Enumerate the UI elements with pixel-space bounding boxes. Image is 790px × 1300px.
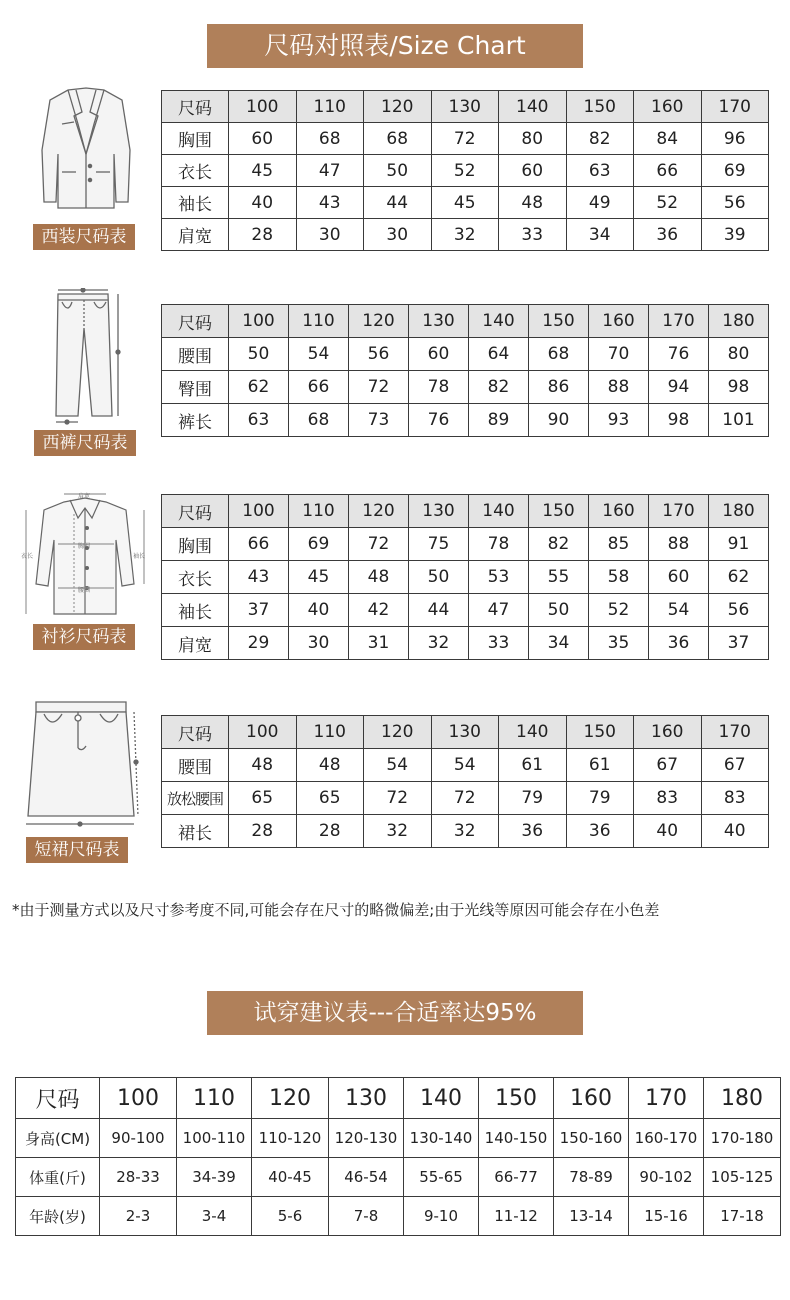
size-cell: 140: [469, 495, 529, 528]
row-label: 腰围: [162, 749, 229, 782]
row-label: 衣长: [162, 561, 229, 594]
suit-size-table: [161, 90, 769, 251]
value-cell: 32: [364, 815, 432, 848]
size-cell: 150: [566, 716, 634, 749]
table-header-row: [16, 1078, 781, 1119]
value-cell: 80: [499, 123, 567, 155]
value-cell: 105-125: [704, 1158, 781, 1197]
value-cell: 70: [589, 338, 649, 371]
row-label: 体重(斤): [16, 1158, 100, 1197]
value-cell: 40-45: [252, 1158, 329, 1197]
value-cell: 90-102: [629, 1158, 704, 1197]
value-cell: 54: [649, 594, 709, 627]
table-header-row: [162, 91, 769, 123]
value-cell: 64: [469, 338, 529, 371]
table-row: [162, 187, 769, 219]
value-cell: 28-33: [100, 1158, 177, 1197]
value-cell: 60: [499, 155, 567, 187]
value-cell: 48: [499, 187, 567, 219]
value-cell: 2-3: [100, 1197, 177, 1236]
value-cell: 82: [529, 528, 589, 561]
value-cell: 29: [229, 627, 289, 660]
size-cell: 160: [589, 305, 649, 338]
value-cell: 47: [469, 594, 529, 627]
size-cell: 120: [364, 716, 432, 749]
row-label: 肩宽: [162, 627, 229, 660]
table-header-row: [162, 716, 769, 749]
value-cell: 61: [566, 749, 634, 782]
value-cell: 80: [709, 338, 769, 371]
value-cell: 60: [649, 561, 709, 594]
value-cell: 110-120: [252, 1119, 329, 1158]
size-cell: 110: [296, 91, 364, 123]
value-cell: 44: [409, 594, 469, 627]
table-row: [162, 123, 769, 155]
value-cell: 36: [649, 627, 709, 660]
value-cell: 72: [349, 371, 409, 404]
value-cell: 33: [469, 627, 529, 660]
value-cell: 43: [229, 561, 289, 594]
trousers-size-table: [161, 304, 769, 437]
value-cell: 160-170: [629, 1119, 704, 1158]
value-cell: 84: [634, 123, 702, 155]
value-cell: 101: [709, 404, 769, 437]
value-cell: 78-89: [554, 1158, 629, 1197]
size-cell: 150: [479, 1078, 554, 1119]
value-cell: 32: [431, 815, 499, 848]
value-cell: 98: [709, 371, 769, 404]
size-cell: 140: [469, 305, 529, 338]
row-label: 胸围: [162, 123, 229, 155]
value-cell: 5-6: [252, 1197, 329, 1236]
value-cell: 47: [296, 155, 364, 187]
shirt-sketch-label: 肩宽: [78, 493, 91, 500]
trousers-chart-label: 西裤尺码表: [34, 430, 136, 456]
row-label: 年龄(岁): [16, 1197, 100, 1236]
skirt-chart-label: 短裙尺码表: [26, 837, 128, 863]
table-row: [162, 782, 769, 815]
row-label: 袖长: [162, 187, 229, 219]
value-cell: 30: [296, 219, 364, 251]
value-cell: 78: [469, 528, 529, 561]
value-cell: 52: [634, 187, 702, 219]
skirt-illustration: [22, 698, 140, 830]
value-cell: 94: [649, 371, 709, 404]
shirt-sketch-label: 衣长: [21, 553, 34, 560]
value-cell: 68: [289, 404, 349, 437]
value-cell: 50: [364, 155, 432, 187]
value-cell: 54: [364, 749, 432, 782]
size-cell: 100: [229, 91, 297, 123]
row-label: 肩宽: [162, 219, 229, 251]
table-row: [162, 749, 769, 782]
header-label: 尺码: [162, 495, 229, 528]
size-cell: 130: [431, 716, 499, 749]
size-cell: 150: [566, 91, 634, 123]
size-cell: 120: [252, 1078, 329, 1119]
size-cell: 110: [289, 305, 349, 338]
suit-jacket-illustration: [38, 84, 134, 212]
shirt-sketch-label: 胸围: [78, 543, 91, 550]
skirt-size-table: [161, 715, 769, 848]
size-cell: 140: [499, 716, 567, 749]
value-cell: 72: [364, 782, 432, 815]
size-cell: 110: [296, 716, 364, 749]
value-cell: 67: [634, 749, 702, 782]
header-label: 尺码: [16, 1078, 100, 1119]
value-cell: 54: [289, 338, 349, 371]
value-cell: 32: [431, 219, 499, 251]
value-cell: 37: [709, 627, 769, 660]
value-cell: 45: [431, 187, 499, 219]
size-cell: 160: [634, 91, 702, 123]
value-cell: 69: [289, 528, 349, 561]
value-cell: 50: [529, 594, 589, 627]
title-banner: 尺码对照表/Size Chart: [207, 24, 583, 68]
value-cell: 49: [566, 187, 634, 219]
table-row: [162, 815, 769, 848]
value-cell: 90-100: [100, 1119, 177, 1158]
value-cell: 9-10: [404, 1197, 479, 1236]
shirt-size-table: [161, 494, 769, 660]
value-cell: 43: [296, 187, 364, 219]
value-cell: 68: [529, 338, 589, 371]
value-cell: 66-77: [479, 1158, 554, 1197]
value-cell: 78: [409, 371, 469, 404]
table-row: [162, 561, 769, 594]
value-cell: 45: [289, 561, 349, 594]
size-cell: 100: [229, 716, 297, 749]
value-cell: 40: [634, 815, 702, 848]
value-cell: 73: [349, 404, 409, 437]
table-row: [162, 338, 769, 371]
value-cell: 40: [229, 187, 297, 219]
value-cell: 88: [589, 371, 649, 404]
value-cell: 50: [229, 338, 289, 371]
value-cell: 76: [409, 404, 469, 437]
value-cell: 66: [289, 371, 349, 404]
size-cell: 130: [431, 91, 499, 123]
measurement-note: *由于测量方式以及尺寸参考度不同,可能会存在尺寸的略微偏差;由于光线等原因可能会存在小色差: [12, 901, 660, 919]
size-cell: 180: [704, 1078, 781, 1119]
value-cell: 100-110: [177, 1119, 252, 1158]
value-cell: 44: [364, 187, 432, 219]
value-cell: 45: [229, 155, 297, 187]
table-row: [162, 594, 769, 627]
value-cell: 98: [649, 404, 709, 437]
value-cell: 17-18: [704, 1197, 781, 1236]
value-cell: 48: [296, 749, 364, 782]
row-label: 身高(CM): [16, 1119, 100, 1158]
value-cell: 42: [349, 594, 409, 627]
value-cell: 61: [499, 749, 567, 782]
value-cell: 33: [499, 219, 567, 251]
table-row: [16, 1197, 781, 1236]
value-cell: 56: [701, 187, 769, 219]
value-cell: 88: [649, 528, 709, 561]
value-cell: 46-54: [329, 1158, 404, 1197]
value-cell: 28: [296, 815, 364, 848]
value-cell: 93: [589, 404, 649, 437]
value-cell: 79: [566, 782, 634, 815]
value-cell: 67: [701, 749, 769, 782]
row-label: 衣长: [162, 155, 229, 187]
value-cell: 82: [469, 371, 529, 404]
size-cell: 110: [177, 1078, 252, 1119]
value-cell: 52: [589, 594, 649, 627]
value-cell: 36: [499, 815, 567, 848]
value-cell: 83: [701, 782, 769, 815]
suit-chart-label: 西装尺码表: [33, 224, 135, 250]
size-cell: 160: [554, 1078, 629, 1119]
trousers-illustration: [48, 288, 124, 426]
value-cell: 7-8: [329, 1197, 404, 1236]
table-row: [162, 155, 769, 187]
value-cell: 63: [566, 155, 634, 187]
size-cell: 160: [634, 716, 702, 749]
table-header-row: [162, 495, 769, 528]
size-cell: 170: [649, 305, 709, 338]
value-cell: 68: [296, 123, 364, 155]
value-cell: 34: [529, 627, 589, 660]
value-cell: 82: [566, 123, 634, 155]
fit-banner: 试穿建议表---合适率达95%: [207, 991, 583, 1035]
size-cell: 170: [649, 495, 709, 528]
size-cell: 130: [409, 495, 469, 528]
size-cell: 130: [329, 1078, 404, 1119]
value-cell: 3-4: [177, 1197, 252, 1236]
size-cell: 100: [229, 305, 289, 338]
value-cell: 66: [634, 155, 702, 187]
shirt-sketch-label: 袖长: [133, 553, 146, 560]
value-cell: 75: [409, 528, 469, 561]
size-cell: 140: [499, 91, 567, 123]
header-label: 尺码: [162, 716, 229, 749]
value-cell: 28: [229, 815, 297, 848]
value-cell: 120-130: [329, 1119, 404, 1158]
row-label: 臀围: [162, 371, 229, 404]
value-cell: 35: [589, 627, 649, 660]
value-cell: 30: [364, 219, 432, 251]
row-label: 裤长: [162, 404, 229, 437]
value-cell: 79: [499, 782, 567, 815]
fit-recommendation-table: [15, 1077, 781, 1236]
table-row: [16, 1119, 781, 1158]
shirt-sketch-label: 腰围: [78, 587, 91, 594]
table-row: [162, 219, 769, 251]
value-cell: 40: [701, 815, 769, 848]
row-label: 袖长: [162, 594, 229, 627]
value-cell: 91: [709, 528, 769, 561]
value-cell: 170-180: [704, 1119, 781, 1158]
value-cell: 48: [349, 561, 409, 594]
value-cell: 53: [469, 561, 529, 594]
value-cell: 32: [409, 627, 469, 660]
value-cell: 40: [289, 594, 349, 627]
size-cell: 170: [629, 1078, 704, 1119]
value-cell: 13-14: [554, 1197, 629, 1236]
value-cell: 65: [229, 782, 297, 815]
size-cell: 160: [589, 495, 649, 528]
value-cell: 30: [289, 627, 349, 660]
value-cell: 86: [529, 371, 589, 404]
value-cell: 72: [431, 782, 499, 815]
value-cell: 63: [229, 404, 289, 437]
size-cell: 120: [364, 91, 432, 123]
table-row: [16, 1158, 781, 1197]
value-cell: 90: [529, 404, 589, 437]
value-cell: 60: [409, 338, 469, 371]
value-cell: 69: [701, 155, 769, 187]
table-row: [162, 404, 769, 437]
size-cell: 120: [349, 495, 409, 528]
size-cell: 140: [404, 1078, 479, 1119]
value-cell: 140-150: [479, 1119, 554, 1158]
value-cell: 55: [529, 561, 589, 594]
value-cell: 150-160: [554, 1119, 629, 1158]
value-cell: 28: [229, 219, 297, 251]
value-cell: 34: [566, 219, 634, 251]
value-cell: 55-65: [404, 1158, 479, 1197]
value-cell: 11-12: [479, 1197, 554, 1236]
value-cell: 85: [589, 528, 649, 561]
value-cell: 76: [649, 338, 709, 371]
value-cell: 72: [349, 528, 409, 561]
value-cell: 68: [364, 123, 432, 155]
value-cell: 130-140: [404, 1119, 479, 1158]
shirt-chart-label: 衬衫尺码表: [33, 624, 135, 650]
size-cell: 130: [409, 305, 469, 338]
size-cell: 150: [529, 305, 589, 338]
value-cell: 56: [709, 594, 769, 627]
value-cell: 54: [431, 749, 499, 782]
size-cell: 170: [701, 716, 769, 749]
value-cell: 37: [229, 594, 289, 627]
shirt-illustration: [18, 488, 152, 622]
row-label: 放松腰围: [162, 782, 229, 815]
size-cell: 120: [349, 305, 409, 338]
table-row: [162, 371, 769, 404]
row-label: 裙长: [162, 815, 229, 848]
value-cell: 36: [634, 219, 702, 251]
value-cell: 36: [566, 815, 634, 848]
row-label: 胸围: [162, 528, 229, 561]
size-cell: 170: [701, 91, 769, 123]
size-cell: 100: [100, 1078, 177, 1119]
size-cell: 100: [229, 495, 289, 528]
value-cell: 39: [701, 219, 769, 251]
value-cell: 83: [634, 782, 702, 815]
size-cell: 180: [709, 305, 769, 338]
value-cell: 66: [229, 528, 289, 561]
row-label: 腰围: [162, 338, 229, 371]
value-cell: 52: [431, 155, 499, 187]
size-cell: 150: [529, 495, 589, 528]
value-cell: 89: [469, 404, 529, 437]
value-cell: 56: [349, 338, 409, 371]
value-cell: 31: [349, 627, 409, 660]
value-cell: 62: [709, 561, 769, 594]
size-cell: 180: [709, 495, 769, 528]
header-label: 尺码: [162, 91, 229, 123]
value-cell: 62: [229, 371, 289, 404]
value-cell: 60: [229, 123, 297, 155]
size-cell: 110: [289, 495, 349, 528]
table-header-row: [162, 305, 769, 338]
table-row: [162, 528, 769, 561]
value-cell: 48: [229, 749, 297, 782]
value-cell: 34-39: [177, 1158, 252, 1197]
value-cell: 58: [589, 561, 649, 594]
value-cell: 15-16: [629, 1197, 704, 1236]
table-row: [162, 627, 769, 660]
value-cell: 50: [409, 561, 469, 594]
value-cell: 72: [431, 123, 499, 155]
value-cell: 96: [701, 123, 769, 155]
header-label: 尺码: [162, 305, 229, 338]
value-cell: 65: [296, 782, 364, 815]
